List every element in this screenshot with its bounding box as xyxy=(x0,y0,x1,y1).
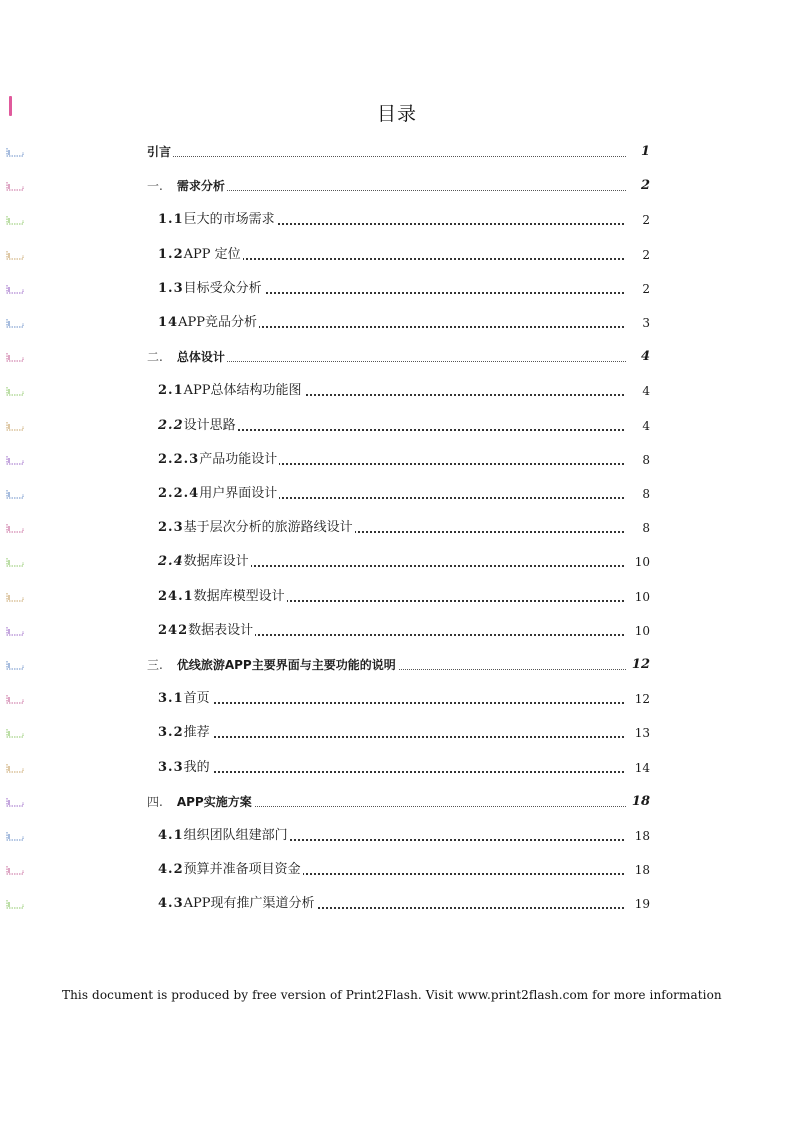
toc-entry-number: 3.2 xyxy=(158,725,184,740)
margin-marker-icon xyxy=(6,284,24,294)
toc-entry-number: 2.1 xyxy=(158,383,184,398)
margin-marker-icon xyxy=(6,728,24,738)
toc-entry-text: APP 定位 xyxy=(183,247,241,262)
toc-entry[interactable] xyxy=(0,417,794,437)
toc-entry-label xyxy=(147,348,227,366)
toc-entry-label xyxy=(147,143,173,161)
toc-page-number: 14 xyxy=(626,759,650,777)
toc-entry-label xyxy=(158,861,303,879)
margin-marker-icon xyxy=(6,318,24,328)
toc-entry-label xyxy=(158,690,212,708)
margin-marker-icon xyxy=(6,250,24,260)
toc-dot-leader xyxy=(178,258,628,260)
margin-marker-icon xyxy=(6,660,24,670)
toc-entry-label xyxy=(158,382,304,400)
toc-entry-text: 我的 xyxy=(183,760,210,775)
toc-page-number: 8 xyxy=(626,519,650,537)
toc-entry-label xyxy=(158,724,212,742)
toc-entry[interactable] xyxy=(0,656,794,676)
toc-entry[interactable] xyxy=(0,519,794,539)
toc-dot-leader xyxy=(178,429,628,431)
toc-entry[interactable] xyxy=(0,895,794,915)
toc-entry-text: 组织团队组建部门 xyxy=(183,828,288,843)
toc-page-number: 10 xyxy=(626,588,650,606)
toc-entry-label xyxy=(158,314,259,332)
toc-entry-label xyxy=(158,622,255,640)
toc-dot-leader xyxy=(178,702,628,704)
toc-entry-label xyxy=(158,485,279,503)
toc-page-number: 10 xyxy=(626,622,650,640)
toc-page-number: 3 xyxy=(626,314,650,332)
toc-entry-number: 242 xyxy=(158,623,189,638)
toc-entry-number: 4.1 xyxy=(158,828,184,843)
margin-marker-icon xyxy=(6,352,24,362)
toc-page-number: 4 xyxy=(626,348,650,366)
toc-entry-text: 巨大的市场需求 xyxy=(183,212,275,227)
toc-entry-label xyxy=(158,246,243,264)
toc-entry[interactable] xyxy=(0,177,794,197)
toc-entry-label xyxy=(147,656,398,674)
toc-entry[interactable] xyxy=(0,280,794,300)
toc-page-number: 18 xyxy=(626,793,650,811)
toc-page-number: 12 xyxy=(626,656,650,674)
toc-page-number: 18 xyxy=(626,827,650,845)
toc-entry-text: 目标受众分析 xyxy=(183,281,262,296)
toc-entry[interactable] xyxy=(0,690,794,710)
toc-dot-leader xyxy=(178,771,628,773)
toc-entry-text: 优线旅游APP主要界面与主要功能的说明 xyxy=(176,658,396,672)
margin-marker-icon xyxy=(6,865,24,875)
toc-entry-label xyxy=(158,417,238,435)
toc-entry-text: 首页 xyxy=(183,691,210,706)
toc-page-number: 13 xyxy=(626,724,650,742)
toc-entry-label xyxy=(158,211,277,229)
toc-entry-label xyxy=(158,588,287,606)
margin-marker-icon xyxy=(6,831,24,841)
toc-page-number: 2 xyxy=(626,246,650,264)
margin-marker-icon xyxy=(6,557,24,567)
toc-entry-text: 总体设计 xyxy=(176,350,225,364)
toc-page-number: 8 xyxy=(626,485,650,503)
toc-dot-leader xyxy=(178,736,628,738)
toc-page-number: 2 xyxy=(626,211,650,229)
margin-marker-icon xyxy=(6,523,24,533)
toc-page-number: 10 xyxy=(626,553,650,571)
toc-entry-number: 2.2 xyxy=(158,418,184,433)
toc-page-number: 8 xyxy=(626,451,650,469)
toc-entry[interactable] xyxy=(0,211,794,231)
toc-entry[interactable] xyxy=(0,759,794,779)
toc-entry-text: APP竞品分析 xyxy=(178,315,257,330)
toc-entry[interactable] xyxy=(0,485,794,505)
toc-entry-number: 2.4 xyxy=(158,554,184,569)
watermark-footer: This document is produced by free version of Print2Flash. Visit www.print2flash.com for more information xyxy=(62,988,722,1002)
margin-marker-icon xyxy=(6,455,24,465)
toc-entry[interactable] xyxy=(0,793,794,813)
toc-entry-text: 产品功能设计 xyxy=(199,452,278,467)
toc-page-number: 2 xyxy=(626,177,650,195)
toc-entry-text: 数据表设计 xyxy=(188,623,254,638)
toc-page-number: 18 xyxy=(626,861,650,879)
toc-entry-text: 用户界面设计 xyxy=(199,486,278,501)
toc-entry-number: 二. xyxy=(147,350,163,364)
toc-dot-leader xyxy=(167,361,628,362)
toc-entry-text: 预算并准备项目资金 xyxy=(183,862,301,877)
toc-entry[interactable] xyxy=(0,724,794,744)
toc-entry-number: 三. xyxy=(147,658,163,672)
toc-entry-number: 4.2 xyxy=(158,862,184,877)
toc-entry[interactable] xyxy=(0,382,794,402)
margin-marker-icon xyxy=(6,215,24,225)
toc-entry[interactable] xyxy=(0,588,794,608)
toc-entry[interactable] xyxy=(0,451,794,471)
margin-marker-icon xyxy=(6,763,24,773)
toc-entry-text: 推荐 xyxy=(183,725,210,740)
toc-entry[interactable] xyxy=(0,622,794,642)
toc-entry-label xyxy=(158,451,279,469)
toc-entry-label xyxy=(158,280,264,298)
toc-entry-number: 1.2 xyxy=(158,247,184,262)
toc-entry-text: APP总体结构功能图 xyxy=(183,383,302,398)
toc-entry[interactable] xyxy=(0,314,794,334)
toc-entry-label xyxy=(158,553,251,571)
margin-marker-icon xyxy=(6,386,24,396)
toc-entry[interactable] xyxy=(0,143,794,163)
toc-entry-number: 2.2.4 xyxy=(158,486,200,501)
toc-entry-label xyxy=(147,793,254,811)
toc-dot-leader xyxy=(167,156,628,157)
toc-entry[interactable] xyxy=(0,861,794,881)
toc-page-number: 4 xyxy=(626,417,650,435)
toc-entry-number: 3.1 xyxy=(158,691,184,706)
toc-entry-text: APP实施方案 xyxy=(176,795,252,809)
toc-entry-text: 数据库模型设计 xyxy=(193,589,285,604)
toc-entry-number: 1.3 xyxy=(158,281,184,296)
toc-entry-number: 一. xyxy=(147,179,163,193)
margin-marker-icon xyxy=(6,626,24,636)
toc-entry-number: 2.2.3 xyxy=(158,452,200,467)
toc-entry-number: 14 xyxy=(158,315,179,330)
margin-marker-icon xyxy=(6,147,24,157)
toc-entry-label xyxy=(147,177,227,195)
toc-page-number: 19 xyxy=(626,895,650,913)
margin-marker-icon xyxy=(6,421,24,431)
toc-entry-number: 四. xyxy=(147,795,163,809)
margin-marker-icon xyxy=(6,489,24,499)
toc-dot-leader xyxy=(167,190,628,191)
toc-page-number: 12 xyxy=(626,690,650,708)
toc-entry[interactable] xyxy=(0,246,794,266)
toc-entry-text: 需求分析 xyxy=(176,179,225,193)
toc-entry-text: 数据库设计 xyxy=(183,554,249,569)
margin-marker-icon xyxy=(6,899,24,909)
toc-page-number: 4 xyxy=(626,382,650,400)
toc-entry-label xyxy=(158,759,212,777)
toc-entry-label xyxy=(158,827,290,845)
toc-entry-number: 3.3 xyxy=(158,760,184,775)
toc-entry-text: APP现有推广渠道分析 xyxy=(183,896,315,911)
toc-entry-number: 4.3 xyxy=(158,896,184,911)
margin-marker-icon xyxy=(6,797,24,807)
toc-entry[interactable] xyxy=(0,553,794,573)
margin-marker-icon xyxy=(6,592,24,602)
toc-entry[interactable] xyxy=(0,827,794,847)
toc-entry-text: 设计思路 xyxy=(183,418,236,433)
page-title: 目录 xyxy=(376,103,417,125)
toc-entry-number: 24.1 xyxy=(158,589,194,604)
margin-marker-icon xyxy=(6,694,24,704)
margin-marker-icon xyxy=(6,181,24,191)
toc-entry-text: 引言 xyxy=(147,145,172,159)
toc-entry-label xyxy=(158,519,355,537)
toc-entry-label xyxy=(158,895,317,913)
toc-entry-text: 基于层次分析的旅游路线设计 xyxy=(183,520,353,535)
toc-page-number: 1 xyxy=(626,143,650,161)
toc-entry-number: 2.3 xyxy=(158,520,184,535)
toc-page-number: 2 xyxy=(626,280,650,298)
toc-entry[interactable] xyxy=(0,348,794,368)
toc-entry-number: 1.1 xyxy=(158,212,184,227)
